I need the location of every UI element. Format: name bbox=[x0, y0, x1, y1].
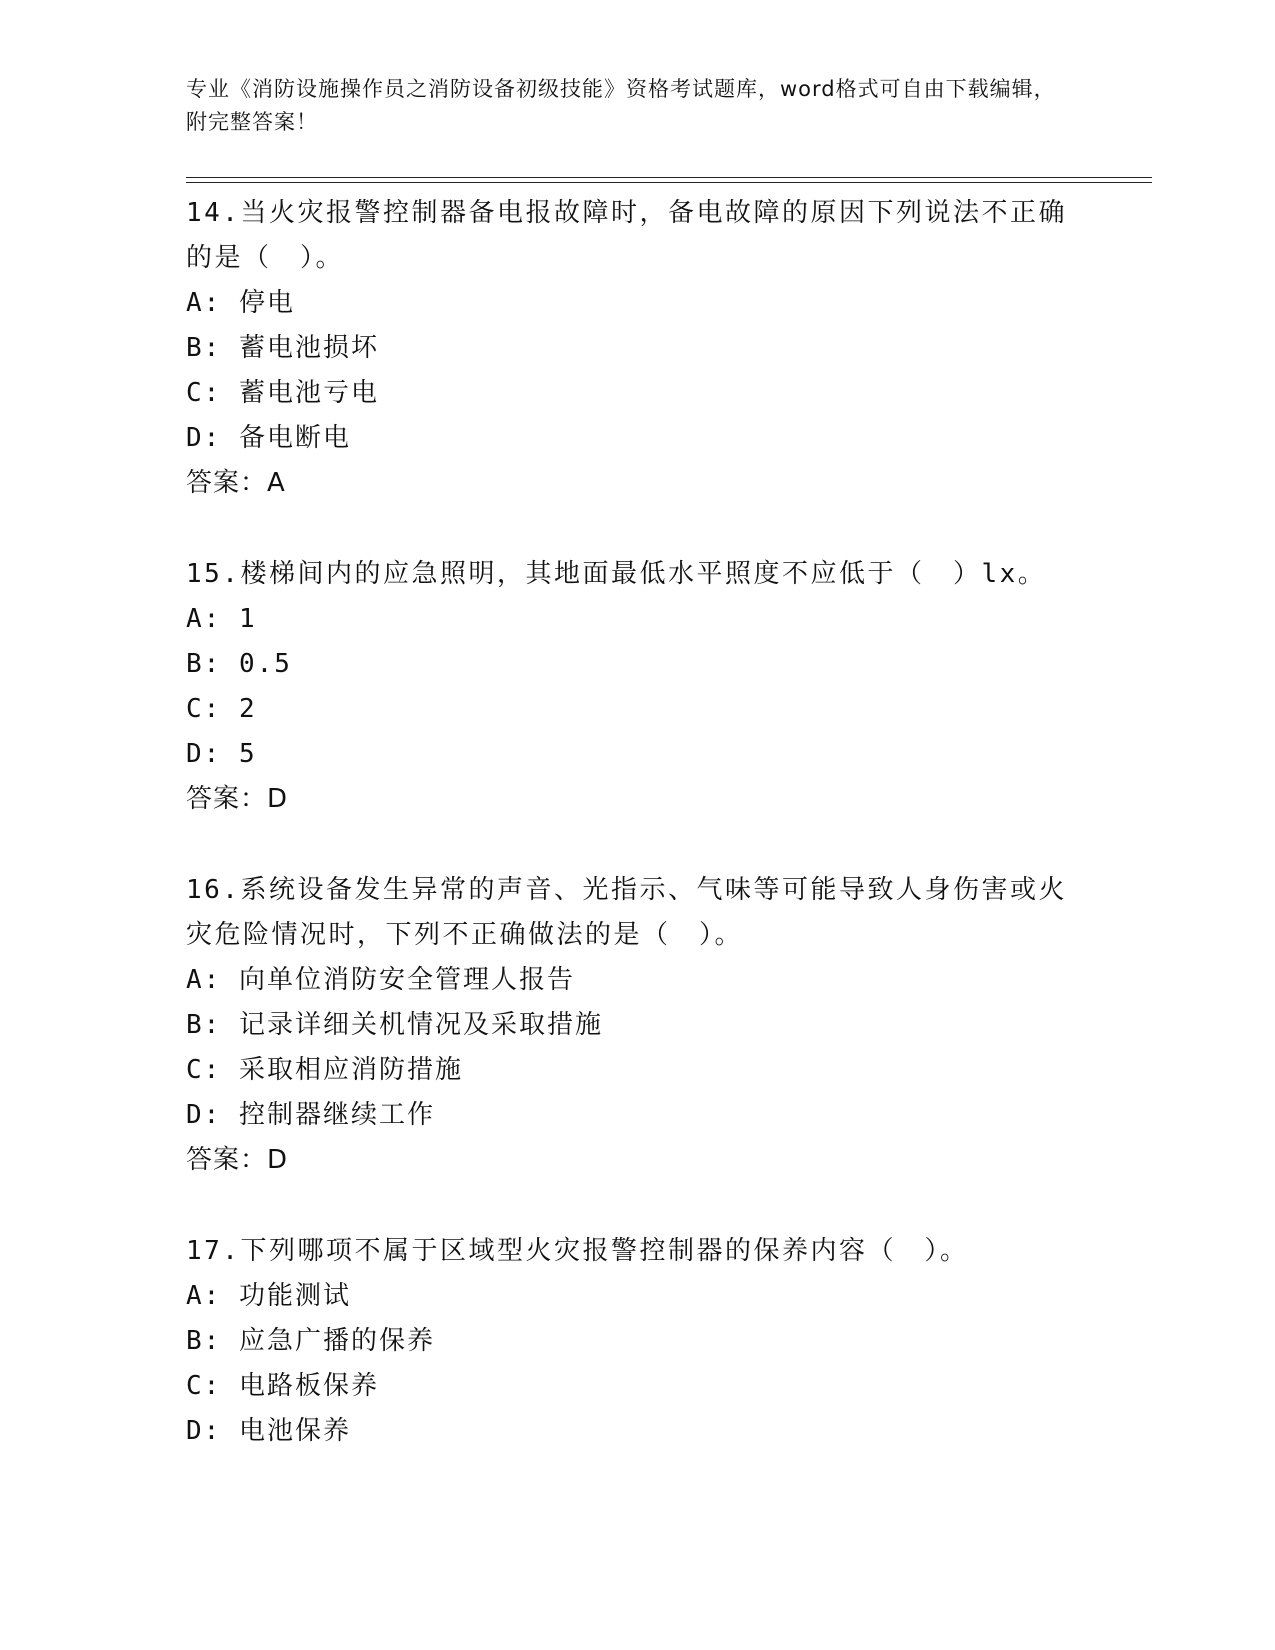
option-a: A: 1 bbox=[186, 604, 257, 634]
question-stem: 14.当火灾报警控制器备电报故障时，备电故障的原因下列说法不正确的是（ ）。 bbox=[186, 198, 1067, 273]
question-list bbox=[186, 191, 1086, 1500]
option-b: B: 蓄电池损坏 bbox=[186, 333, 379, 363]
question-stem: 17.下列哪项不属于区域型火灾报警控制器的保养内容（ ）。 bbox=[186, 1236, 969, 1266]
header-divider-bottom bbox=[186, 182, 1152, 183]
option-b: B: 0.5 bbox=[186, 649, 292, 679]
option-b: B: 应急广播的保养 bbox=[186, 1326, 435, 1356]
question-17 bbox=[186, 1229, 1086, 1454]
option-c: C: 电路板保养 bbox=[186, 1371, 379, 1401]
answer-key: 答案：A bbox=[186, 468, 286, 498]
option-d: D: 电池保养 bbox=[186, 1416, 351, 1446]
question-15 bbox=[186, 552, 1086, 822]
option-c: C: 2 bbox=[186, 694, 257, 724]
option-b: B: 记录详细关机情况及采取措施 bbox=[186, 1010, 603, 1040]
document-header: 专业《消防设施操作员之消防设备初级技能》资格考试题库，word格式可自由下载编辑，附完整答案！ bbox=[186, 77, 1056, 134]
option-c: C: 采取相应消防措施 bbox=[186, 1055, 463, 1085]
option-d: D: 备电断电 bbox=[186, 423, 351, 453]
question-14 bbox=[186, 191, 1086, 506]
option-a: A: 功能测试 bbox=[186, 1281, 351, 1311]
option-d: D: 控制器继续工作 bbox=[186, 1100, 435, 1130]
question-16 bbox=[186, 868, 1086, 1183]
question-stem: 15.楼梯间内的应急照明，其地面最低水平照度不应低于（ ）lx。 bbox=[186, 559, 1047, 589]
option-d: D: 5 bbox=[186, 739, 257, 769]
option-c: C: 蓄电池亏电 bbox=[186, 378, 379, 408]
answer-key: 答案：D bbox=[186, 1145, 289, 1175]
answer-key: 答案：D bbox=[186, 784, 289, 814]
option-a: A: 停电 bbox=[186, 288, 295, 318]
question-stem: 16.系统设备发生异常的声音、光指示、气味等可能导致人身伤害或火灾危险情况时，下列不正确做法的是（ ）。 bbox=[186, 875, 1067, 950]
option-a: A: 向单位消防安全管理人报告 bbox=[186, 965, 575, 995]
header-divider-top bbox=[186, 177, 1152, 178]
